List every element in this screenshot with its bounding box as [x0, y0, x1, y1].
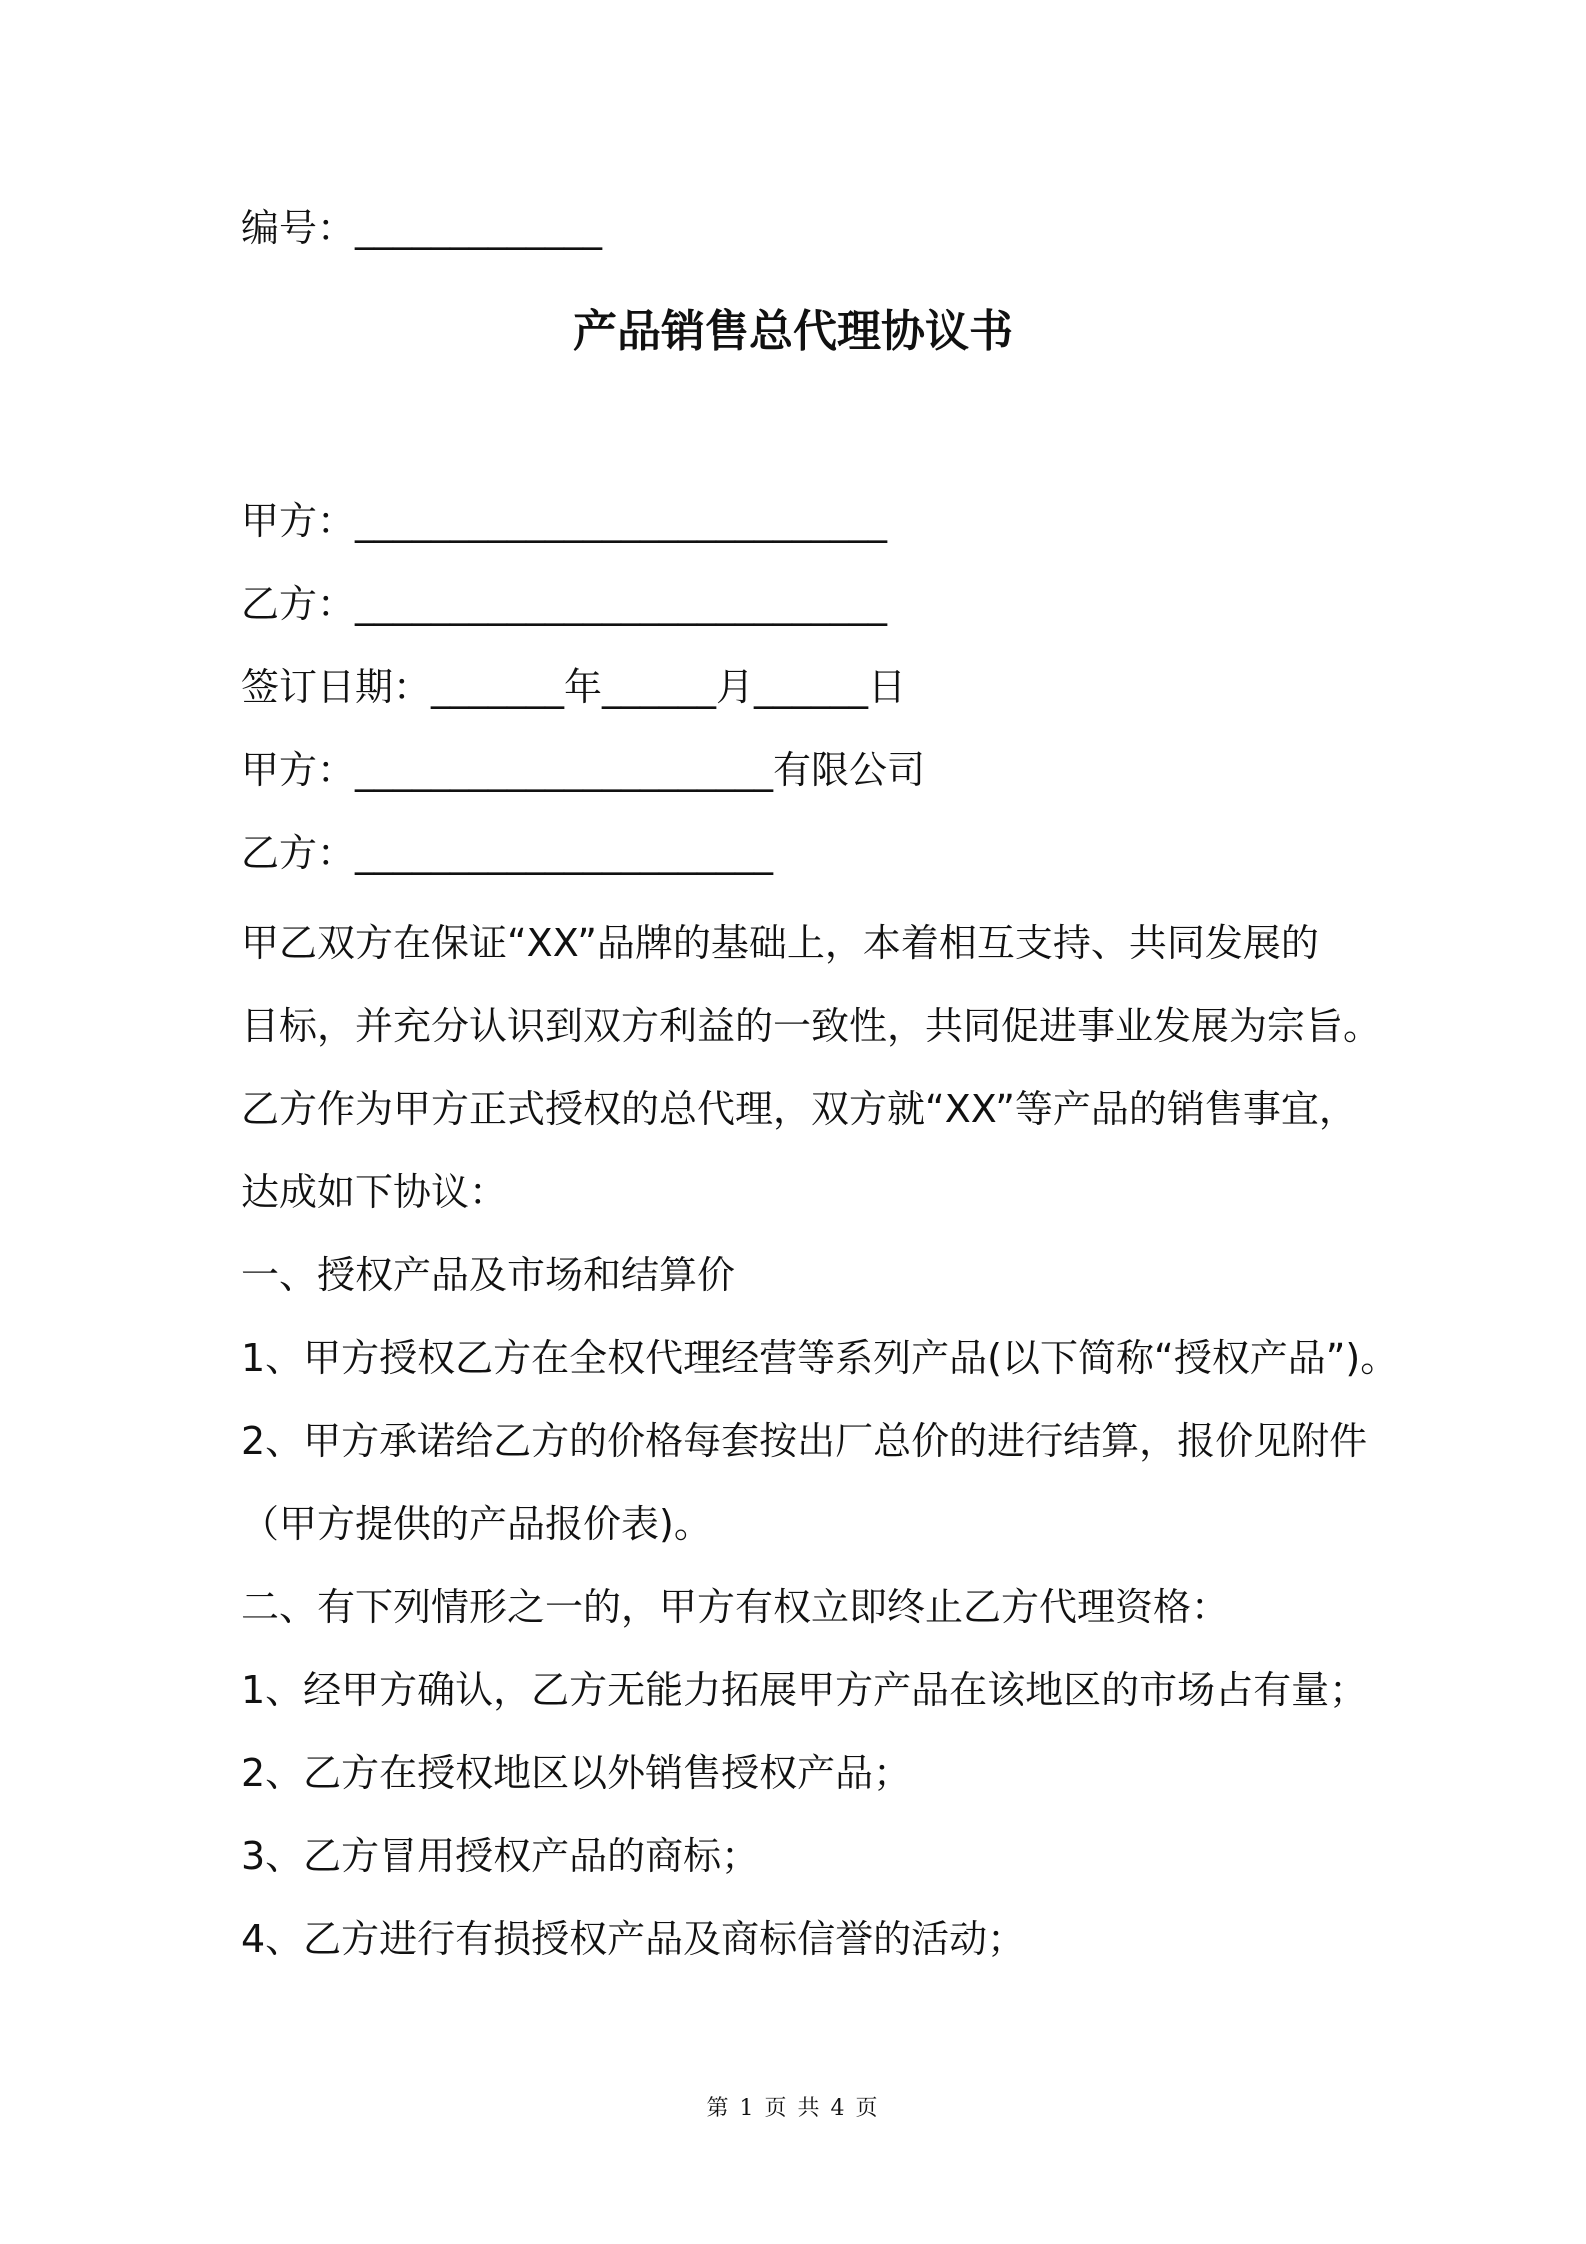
- preamble-paragraph-2-line-1: 乙方作为甲方正式授权的总代理，双方就“XX”等产品的销售事宜，: [241, 1087, 1357, 1131]
- document-number-line: 编号：_____________: [241, 206, 603, 250]
- section-2-heading: 二、有下列情形之一的，甲方有权立即终止乙方代理资格：: [241, 1585, 1230, 1629]
- section-2-item-1: 1、经甲方确认，乙方无能力拓展甲方产品在该地区的市场占有量；: [241, 1668, 1368, 1712]
- page-number-footer: 第 1 页 共 4 页: [706, 2096, 880, 2121]
- section-2-item-4: 4、乙方进行有损授权产品及商标信誉的活动；: [241, 1917, 1026, 1961]
- preamble-paragraph-1-line-1: 甲乙双方在保证“XX”品牌的基础上，本着相互支持、共同发展的: [241, 921, 1319, 965]
- section-1-item-2-line-1: 2、甲方承诺给乙方的价格每套按出厂总价的进行结算，报价见附件: [241, 1419, 1368, 1463]
- document-title: 产品销售总代理协议书: [573, 306, 1013, 357]
- section-1-item-1: 1、甲方授权乙方在全权代理经营等系列产品(以下简称“授权产品”)。: [241, 1336, 1399, 1380]
- signing-date-line: 签订日期：_______年______月______日: [241, 665, 907, 709]
- section-1-heading: 一、授权产品及市场和结算价: [241, 1253, 736, 1297]
- party-a-line: 甲方：____________________________: [241, 499, 888, 543]
- section-2-item-3: 3、乙方冒用授权产品的商标；: [241, 1834, 760, 1878]
- section-1-item-2-line-2: （甲方提供的产品报价表)。: [241, 1502, 712, 1546]
- preamble-paragraph-2-line-2: 达成如下协议：: [241, 1170, 508, 1214]
- section-2-item-2: 2、乙方在授权地区以外销售授权产品；: [241, 1751, 912, 1795]
- party-b-line: 乙方：____________________________: [241, 582, 888, 626]
- party-b-line-2: 乙方：______________________: [241, 831, 774, 875]
- preamble-paragraph-1-line-2: 目标，并充分认识到双方利益的一致性，共同促进事业发展为宗旨。: [241, 1004, 1382, 1048]
- party-a-company-line: 甲方：______________________有限公司: [241, 748, 926, 792]
